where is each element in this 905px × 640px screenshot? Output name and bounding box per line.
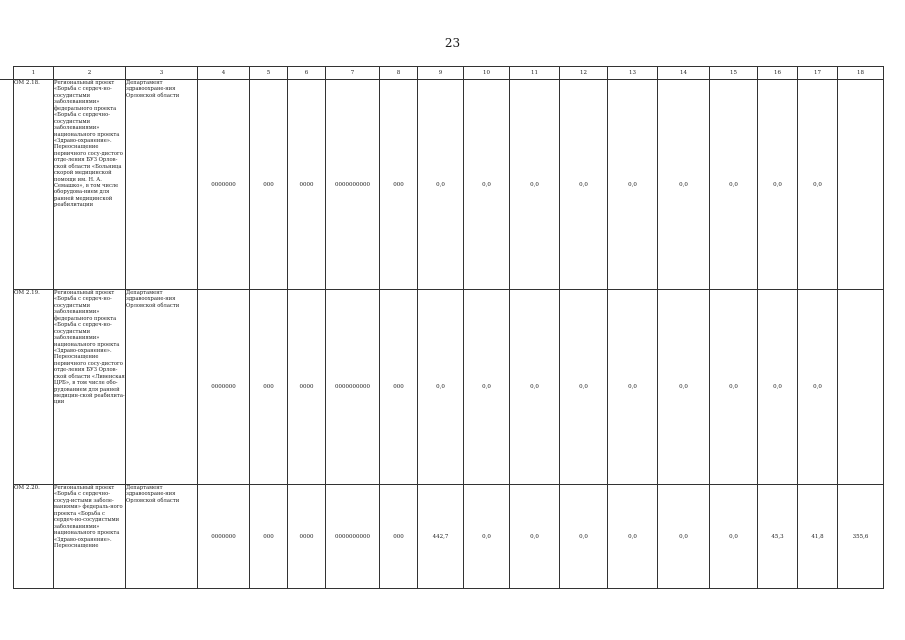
- budget-table: [13, 66, 884, 589]
- cell-value: 000: [250, 290, 288, 485]
- row-code: ОМ 2.19.: [14, 290, 54, 485]
- cell-value: 45,3: [758, 485, 798, 589]
- page-number: 23: [444, 36, 461, 50]
- cell-value: 0,0: [658, 80, 710, 290]
- column-header: 11: [510, 67, 560, 80]
- column-header: 5: [250, 67, 288, 80]
- cell-value: 000: [250, 485, 288, 589]
- cell-value: 0000000: [198, 290, 250, 485]
- cell-value: 0,0: [758, 290, 798, 485]
- cell-value: 0,0: [608, 485, 658, 589]
- cell-value: 0,0: [510, 80, 560, 290]
- cell-value: 0,0: [418, 80, 464, 290]
- row-executor: Департамент здравоохране-ния Орловской области: [126, 485, 198, 589]
- table-row: [14, 485, 884, 589]
- row-executor: Департамент здравоохране-ния Орловской области: [126, 290, 198, 485]
- column-header: 7: [326, 67, 380, 80]
- column-header: 16: [758, 67, 798, 80]
- cell-value: 0,0: [464, 290, 510, 485]
- column-header: 3: [126, 67, 198, 80]
- column-header: 9: [418, 67, 464, 80]
- cell-value: 355,6: [838, 485, 884, 589]
- column-header: 2: [54, 67, 126, 80]
- cell-value: 0,0: [464, 80, 510, 290]
- column-header: 14: [658, 67, 710, 80]
- cell-value: 000: [380, 485, 418, 589]
- cell-value: 442,7: [418, 485, 464, 589]
- cell-value: 0,0: [710, 80, 758, 290]
- cell-value: 0,0: [798, 80, 838, 290]
- cell-value: 0000000000: [326, 290, 380, 485]
- cell-value: 0000: [288, 485, 326, 589]
- cell-value: 0000000000: [326, 485, 380, 589]
- cell-value: 41,8: [798, 485, 838, 589]
- cell-value: 0,0: [608, 290, 658, 485]
- cell-value: 0000: [288, 290, 326, 485]
- row-code: ОМ 2.20.: [14, 485, 54, 589]
- column-header: 1: [14, 67, 54, 80]
- cell-value: 0,0: [464, 485, 510, 589]
- cell-value: 0,0: [510, 290, 560, 485]
- row-description: Региональный проект «Борьба с сердеч-но-сосудистыми заболеваниями» федерального проекта «Борьба с сердечно-сосудистыми заболеваниями» национального проекта «Здраво-охранение». Переоснащение первичного сосу-дистого отде-ления БУЗ Орлов-ской области «Больница скорой медицинской помощи им. Н. А. Семашко», в том числе оборудова-нием для ранней медицинской реабилитации: [54, 80, 126, 290]
- cell-value: 0,0: [758, 80, 798, 290]
- table-row: [14, 80, 884, 290]
- column-header: 18: [838, 67, 884, 80]
- cell-value: 0,0: [418, 290, 464, 485]
- column-header: 4: [198, 67, 250, 80]
- column-header: 8: [380, 67, 418, 80]
- column-header: 6: [288, 67, 326, 80]
- row-description: Региональный проект «Борьба с сердеч-но-сосудистыми заболеваниями» федерального проекта «Борьба с сердеч-но-сосудистыми заболеваниями» национального проекта «Здраво-охранение». Переоснащение первичного сосу-дистого отде-ления БУЗ Орлов-ской области «Ливенская ЦРБ», в том числе обо-рудованием для ранней медицин-ской реабилита-ции: [54, 290, 126, 485]
- cell-value: [838, 80, 884, 290]
- column-header: 17: [798, 67, 838, 80]
- cell-value: 0,0: [658, 290, 710, 485]
- cell-value: 0,0: [560, 485, 608, 589]
- column-header: 12: [560, 67, 608, 80]
- column-header: 10: [464, 67, 510, 80]
- cell-value: 000: [380, 80, 418, 290]
- column-header: 15: [710, 67, 758, 80]
- cell-value: 000: [380, 290, 418, 485]
- column-header: 13: [608, 67, 658, 80]
- row-executor: Департамент здравоохране-ния Орловской области: [126, 80, 198, 290]
- cell-value: 0,0: [608, 80, 658, 290]
- cell-value: 0,0: [560, 290, 608, 485]
- cell-value: 0000000: [198, 80, 250, 290]
- margin-rule: [0, 79, 13, 80]
- cell-value: 0,0: [710, 485, 758, 589]
- cell-value: 0,0: [560, 80, 608, 290]
- cell-value: 0,0: [798, 290, 838, 485]
- cell-value: 000: [250, 80, 288, 290]
- column-number-row: [14, 67, 884, 80]
- cell-value: 0,0: [658, 485, 710, 589]
- row-code: ОМ 2.18.: [14, 80, 54, 290]
- cell-value: 0,0: [710, 290, 758, 485]
- cell-value: 0000000000: [326, 80, 380, 290]
- cell-value: 0,0: [510, 485, 560, 589]
- cell-value: 0000: [288, 80, 326, 290]
- cell-value: [838, 290, 884, 485]
- cell-value: 0000000: [198, 485, 250, 589]
- table-row: [14, 290, 884, 485]
- row-description: Региональный проект «Борьба с сердечно-сосуд-истыми заболе-ваниями» федераль-ного проекта «Борьба с сердеч-но-сосудистыми заболеваниями» национального проекта «Здраво-охранение». Переоснащение: [54, 485, 126, 589]
